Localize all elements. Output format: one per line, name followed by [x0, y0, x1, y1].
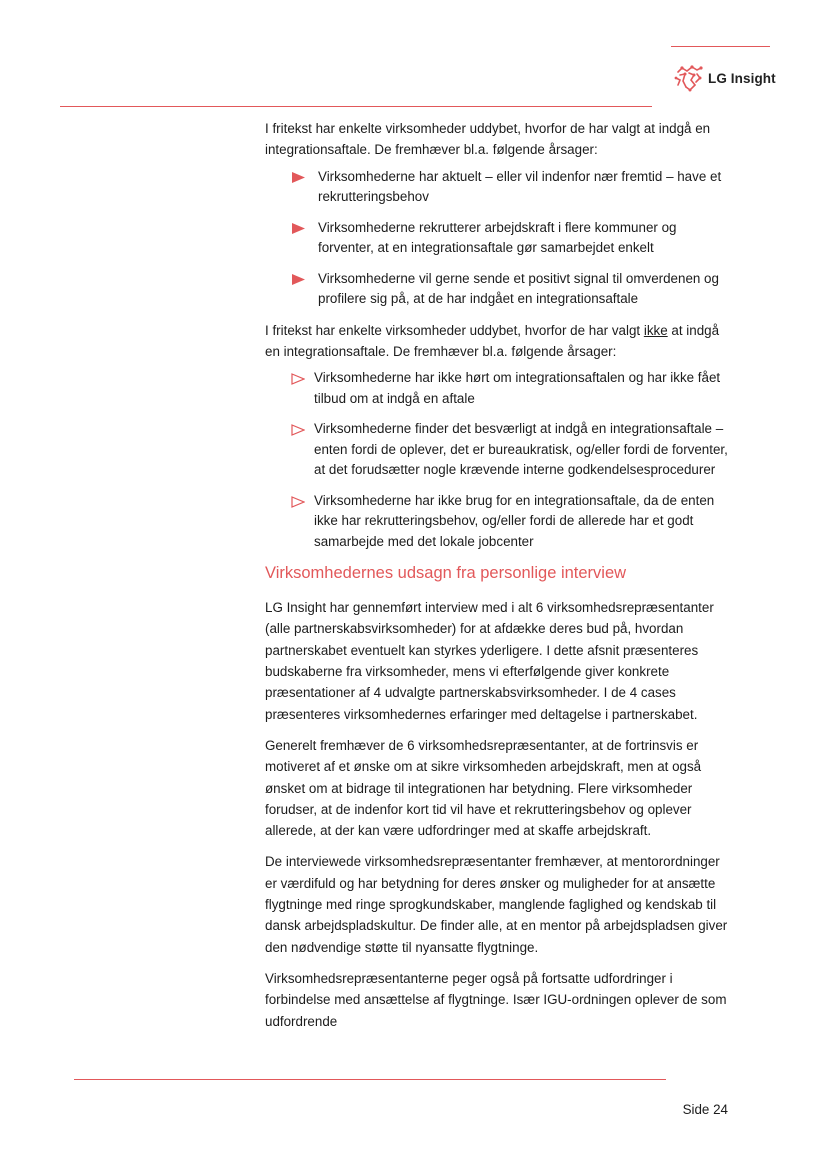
header-rule [60, 106, 652, 107]
list-item [265, 368, 730, 409]
page-number: Side 24 [682, 1102, 728, 1117]
hollow-triangle-bullet-icon [291, 368, 314, 385]
header-accent-rule [671, 46, 770, 47]
body-paragraph: LG Insight har gennemført interview med i alt 6 virksomhedsrepræsentanter (alle partnerskabsvirksomheder) for at afdække deres bud på, hvordan partnerskabet eventuelt kan styrkes yderligere. I dette afsnit præsenteres budskaberne fra virksomheder, mens vi efterfølgende giver konkrete præsentationer af 4 udvalgte partnerskabsvirksomheder. I de 4 cases præsenteres virksomhedernes erfaringer med deltagelse i partnerskabet. [265, 600, 714, 722]
body-paragraph: Generelt fremhæver de 6 virksomhedsrepræsentanter, at de fortrinsvis er motiveret af et ønske om at sikre virksomheden arbejdskraft, men at også ønsket om at bidrage til integrationen har betydning. Flere virksomheder forudser, at de indenfor kort tid vil have et rekrutteringsbehov og oplever allerede, at der kan være udfordringer med at skaffe arbejdskraft. [265, 737, 702, 839]
list-item [265, 167, 730, 208]
filled-triangle-bullet-icon [292, 167, 318, 183]
section-heading: Virksomhedernes udsagn fra personlige interview [265, 564, 627, 583]
list-item [265, 419, 730, 481]
intro2-after: at indgå en integrationsaftale. De fremhæver bl.a. følgende årsager: [265, 322, 720, 359]
list-item-text: Virksomhederne har ikke brug for en integrationsaftale, da de enten ikke har rekrutteringsbehov, og/eller fordi de allerede har et godt samarbejde med det lokale jobcenter [314, 492, 715, 549]
footer-rule [74, 1079, 666, 1080]
intro2-before: I fritekst har enkelte virksomheder uddybet, hvorfor de har valgt [265, 322, 644, 338]
list-item [265, 218, 730, 259]
list-item [265, 491, 730, 553]
list-item [265, 269, 730, 310]
list-item-text: Virksomhederne finder det besværligt at indgå en integrationsaftale – enten fordi de oplever, det er bureaukratisk, og/eller fordi de forventer, at det forudsætter nogle krævende interne godkendelsesprocedurer [314, 421, 728, 478]
logo-text: LG Insight [708, 70, 776, 86]
intro-paragraph-for: I fritekst har enkelte virksomheder uddybet, hvorfor de har valgt at indgå en integrationsaftale. De fremhæver bl.a. følgende årsager: [265, 121, 711, 158]
list-item-text: Virksomhederne vil gerne sende et positivt signal til omverdenen og profilere sig på, at de har indgået en integrationsaftale [318, 270, 719, 307]
filled-triangle-bullet-icon [292, 269, 318, 285]
list-item-text: Virksomhederne rekrutterer arbejdskraft i flere kommuner og forventer, at en integrationsaftale gør samarbejdet enkelt [318, 219, 677, 256]
intro-paragraph-against [265, 320, 730, 363]
page-body [265, 118, 730, 1032]
lg-insight-logo [672, 63, 776, 93]
list-item-text: Virksomhederne har ikke hørt om integrationsaftalen og har ikke fået tilbud om at indgå en aftale [314, 370, 721, 406]
lg-insight-logo-icon [672, 63, 706, 93]
body-paragraph: De interviewede virksomhedsrepræsentanter fremhæver, at mentorordninger er værdifuld og har betydning for deres ønsker og muligheder for at ansætte flygtninge med ringe sprogkundskaber, manglende faglighed og kendskab til dansk arbejdspladskultur. De finder alle, at en mentor på arbejdspladsen giver den nødvendige støtte til nyansatte flygtninge. [265, 854, 728, 955]
reasons-for-list [265, 167, 730, 310]
list-item-text: Virksomhederne har aktuelt – eller vil indenfor nær fremtid – have et rekrutteringsbehov [318, 168, 722, 205]
hollow-triangle-bullet-icon [291, 491, 314, 508]
filled-triangle-bullet-icon [292, 218, 318, 234]
hollow-triangle-bullet-icon [291, 419, 314, 436]
emphasis-ikke: ikke [643, 322, 668, 338]
body-paragraph: Virksomhedsrepræsentanterne peger også på fortsatte udfordringer i forbindelse med ansættelse af flygtninge. Især IGU-ordningen oplever de som udfordrende [265, 970, 727, 1029]
reasons-against-list [265, 368, 730, 552]
